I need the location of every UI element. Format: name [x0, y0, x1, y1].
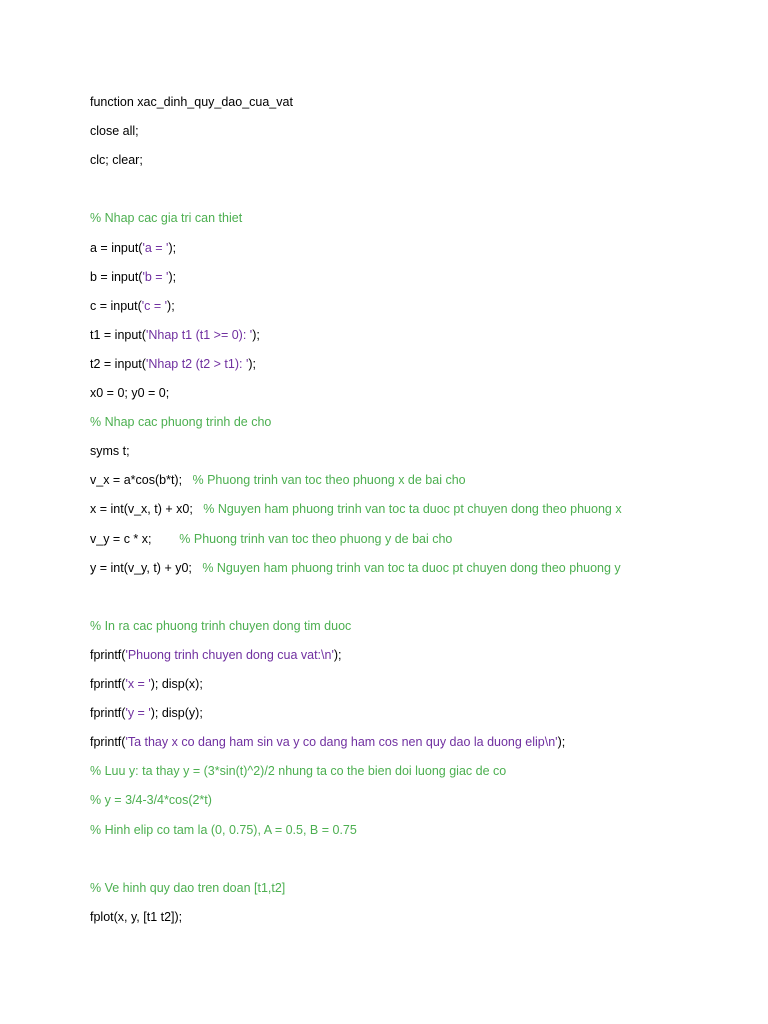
code-token-comment: % Nhap cac gia tri can thiet — [90, 211, 243, 226]
code-token-plain: fprintf( — [90, 647, 126, 662]
code-token-plain: x = int(v_x, t) + x0; — [90, 502, 204, 517]
code-token-string: 'Nhap t1 (t1 >= 0): ' — [145, 327, 253, 342]
code-line — [90, 356, 256, 372]
code-line — [90, 152, 143, 168]
code-line — [90, 705, 203, 721]
code-token-plain: ); disp(y); — [150, 706, 203, 721]
code-token-plain: ); — [168, 240, 177, 255]
code-line — [90, 472, 466, 488]
code-line — [90, 734, 565, 750]
code-line — [90, 123, 139, 139]
code-token-string: 'Ta thay x co dang ham sin va y co dang ham cos nen quy dao la duong elip\n' — [125, 735, 558, 750]
code-token-comment: % Nguyen ham phuong trinh van toc ta duoc pt chuyen dong theo phuong y — [202, 560, 621, 575]
code-token-plain: t1 = input( — [90, 327, 146, 342]
code-line — [90, 210, 242, 226]
code-token-plain: close all; — [90, 124, 139, 139]
code-token-comment: % Hinh elip co tam la (0, 0.75), A = 0.5, B = 0.75 — [90, 822, 357, 837]
code-token-plain: fplot(x, y, [t1 t2]); — [90, 909, 183, 924]
code-line — [90, 327, 260, 343]
code-line — [90, 94, 293, 110]
code-line — [90, 414, 271, 430]
code-token-plain: clc; clear; — [90, 153, 143, 168]
code-token-string: 'b = ' — [142, 269, 169, 284]
code-line — [90, 298, 175, 314]
code-line — [90, 443, 130, 459]
code-token-plain: x0 = 0; y0 = 0; — [90, 386, 170, 400]
code-line — [90, 531, 452, 547]
code-token-comment: % Ve hinh quy dao tren doan [t1,t2] — [90, 880, 286, 895]
code-token-plain: function xac_dinh_quy_dao_cua_vat — [90, 95, 293, 109]
code-token-plain: ); — [333, 647, 342, 662]
code-token-plain: a = input( — [90, 240, 143, 255]
code-token-plain: v_y = c * x; — [90, 531, 180, 546]
code-token-comment: % y = 3/4-3/4*cos(2*t) — [90, 793, 212, 808]
code-token-string: 'y = ' — [125, 706, 151, 721]
code-token-comment: % In ra cac phuong trinh chuyen dong tim duoc — [90, 618, 352, 633]
code-token-plain: v_x = a*cos(b*t); — [90, 473, 193, 488]
code-token-plain: y = int(v_y, t) + y0; — [90, 560, 203, 575]
code-line — [90, 560, 621, 576]
code-line — [90, 240, 176, 256]
code-token-comment: % Nguyen ham phuong trinh van toc ta duoc pt chuyen dong theo phuong x — [203, 502, 622, 517]
code-token-comment: % Phuong trinh van toc theo phuong y de bai cho — [179, 531, 453, 546]
code-line — [90, 501, 622, 517]
code-token-plain: ); — [167, 298, 175, 313]
code-line — [90, 909, 182, 925]
code-token-string: 'Nhap t2 (t2 > t1): ' — [145, 356, 249, 371]
code-token-string: 'Phuong trinh chuyen dong cua vat:\n' — [125, 647, 334, 662]
code-token-plain: ); disp(x); — [150, 677, 203, 691]
code-token-plain: ); — [168, 269, 177, 284]
code-token-comment: % Phuong trinh van toc theo phuong x de bai cho — [192, 473, 466, 488]
code-token-plain: fprintf( — [90, 735, 126, 750]
code-token-plain: fprintf( — [90, 706, 126, 721]
code-token-comment: % Nhap cac phuong trinh de cho — [90, 415, 272, 430]
code-line — [90, 822, 357, 838]
code-token-plain: syms t; — [90, 444, 130, 459]
code-token-plain: ); — [557, 735, 566, 750]
code-token-plain: t2 = input( — [90, 356, 146, 371]
code-line — [90, 763, 506, 779]
code-line — [90, 647, 341, 663]
code-token-plain: ); — [252, 327, 260, 342]
code-token-comment: % Luu y: ta thay y = (3*sin(t)^2)/2 nhung ta co the bien doi luong giac de co — [90, 764, 507, 779]
code-line — [90, 880, 285, 896]
code-line — [90, 792, 212, 808]
code-line — [90, 385, 169, 401]
code-token-string: 'a = ' — [142, 240, 169, 255]
code-token-plain: ); — [248, 356, 256, 371]
code-line — [90, 676, 203, 692]
code-token-string: 'x = ' — [125, 677, 151, 691]
code-token-plain: b = input( — [90, 269, 143, 284]
code-token-plain: fprintf( — [90, 677, 126, 691]
code-token-string: 'c = ' — [141, 298, 168, 313]
code-token-plain: c = input( — [90, 298, 142, 313]
code-line — [90, 269, 176, 285]
code-line — [90, 618, 351, 634]
